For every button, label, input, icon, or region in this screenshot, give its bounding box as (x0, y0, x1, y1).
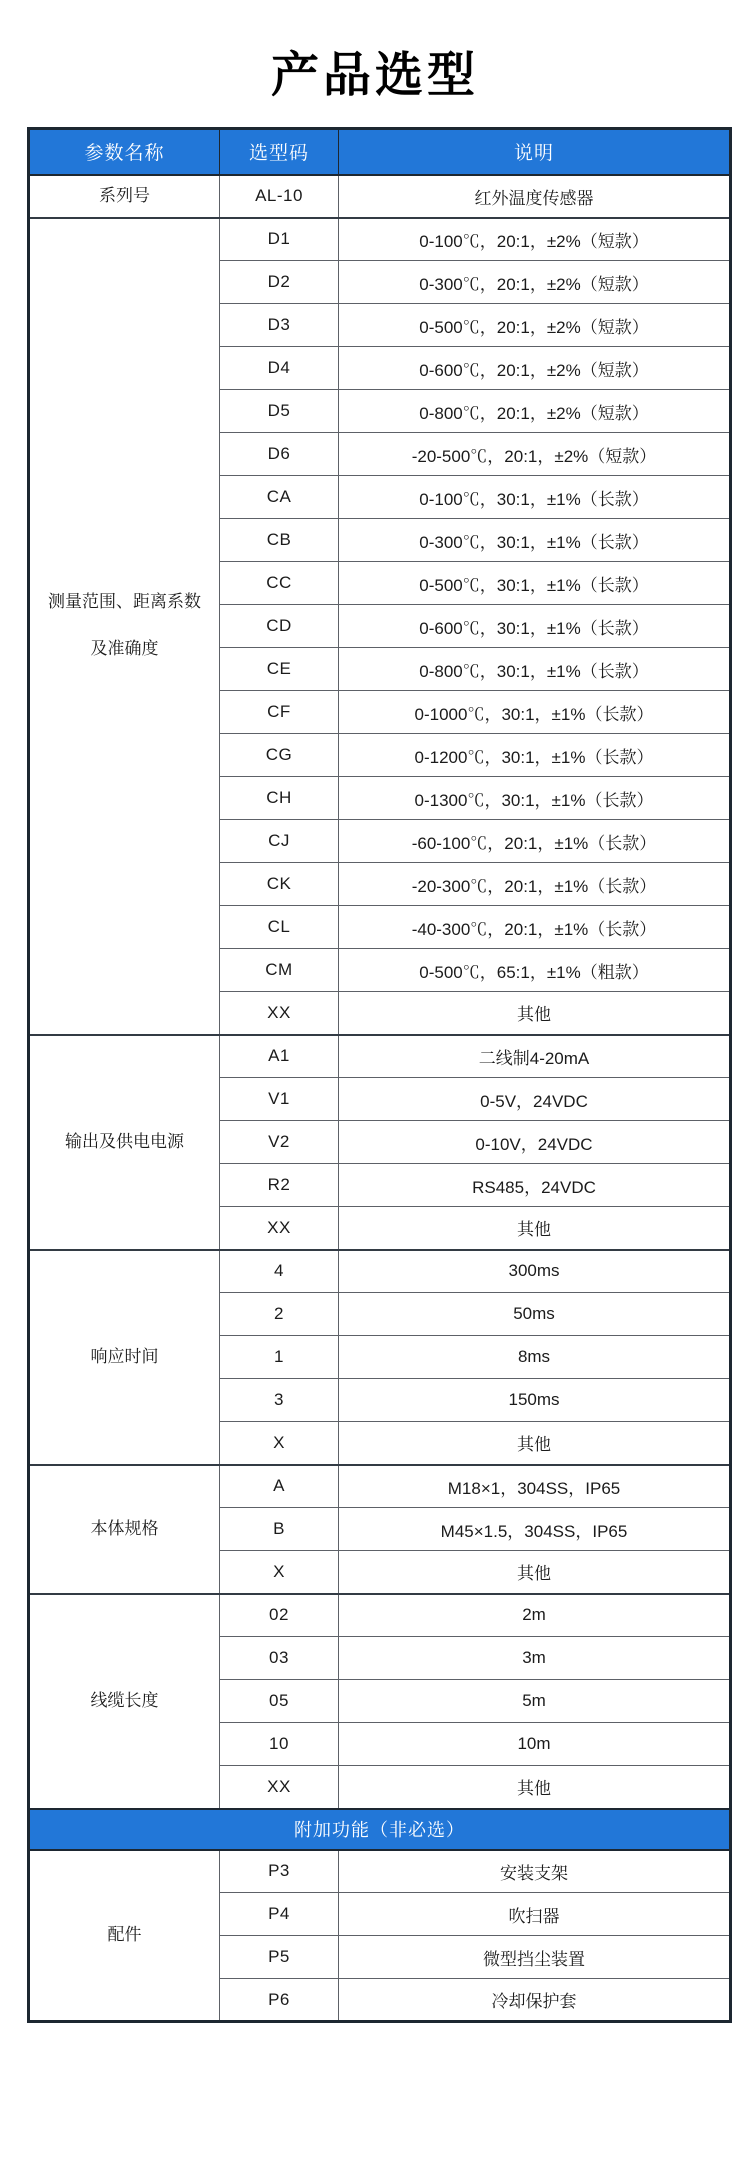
selection-code-cell: 02 (220, 1594, 339, 1637)
description-cell: -20-500℃，20:1，±2%（短款） (339, 433, 731, 476)
description-cell: RS485，24VDC (339, 1164, 731, 1207)
description-cell: 吹扫器 (339, 1893, 731, 1936)
description-cell: 其他 (339, 1207, 731, 1250)
table-row (29, 218, 731, 261)
selection-code-cell: CL (220, 906, 339, 949)
parameter-name-cell (29, 1850, 220, 2022)
selection-code-cell: P3 (220, 1850, 339, 1893)
selection-code-cell: CG (220, 734, 339, 777)
description-cell: 其他 (339, 992, 731, 1035)
selection-code-cell: D2 (220, 261, 339, 304)
description-cell: M18×1，304SS，IP65 (339, 1465, 731, 1508)
table-row (29, 1594, 731, 1637)
selection-code-cell: CF (220, 691, 339, 734)
parameter-name-cell (29, 218, 220, 1035)
description-cell: 安装支架 (339, 1850, 731, 1893)
description-cell: -40-300℃，20:1，±1%（长款） (339, 906, 731, 949)
selection-code-cell: AL-10 (220, 175, 339, 218)
col-header-description: 说明 (339, 129, 731, 175)
selection-code-cell: CM (220, 949, 339, 992)
description-cell: 8ms (339, 1336, 731, 1379)
selection-code-cell: P6 (220, 1979, 339, 2022)
description-cell: 0-1200℃，30:1，±1%（长款） (339, 734, 731, 777)
description-cell: 10m (339, 1723, 731, 1766)
selection-code-cell: P4 (220, 1893, 339, 1936)
selection-code-cell: X (220, 1422, 339, 1465)
description-cell: 150ms (339, 1379, 731, 1422)
description-cell: 0-10V，24VDC (339, 1121, 731, 1164)
col-header-parameter-name: 参数名称 (29, 129, 220, 175)
selection-code-cell: XX (220, 1207, 339, 1250)
parameter-name-line: 测量范围、距离系数 (48, 592, 201, 612)
selection-code-cell: A (220, 1465, 339, 1508)
table-body (29, 175, 731, 2022)
parameter-name-line: 系列号 (99, 185, 150, 205)
description-cell: -60-100℃，20:1，±1%（长款） (339, 820, 731, 863)
description-cell: 0-100℃，30:1，±1%（长款） (339, 476, 731, 519)
description-cell: 300ms (339, 1250, 731, 1293)
description-cell: 0-500℃，20:1，±2%（短款） (339, 304, 731, 347)
description-cell: 0-300℃，30:1，±1%（长款） (339, 519, 731, 562)
parameter-name-cell (29, 1035, 220, 1250)
selection-code-cell: R2 (220, 1164, 339, 1207)
description-cell: 0-800℃，20:1，±2%（短款） (339, 390, 731, 433)
description-cell: 0-600℃，30:1，±1%（长款） (339, 605, 731, 648)
product-selection-table (27, 127, 732, 2023)
description-cell: 红外温度传感器 (339, 175, 731, 218)
description-cell: M45×1.5，304SS，IP65 (339, 1508, 731, 1551)
page-title: 产品选型 (270, 49, 479, 102)
table-row (29, 1250, 731, 1293)
selection-code-cell: CA (220, 476, 339, 519)
header-row (29, 129, 731, 175)
table-row (29, 175, 731, 218)
parameter-name-line: 线缆长度 (90, 1690, 159, 1710)
parameter-name-cell (29, 1250, 220, 1465)
selection-code-cell: CH (220, 777, 339, 820)
col-header-selection-code: 选型码 (220, 129, 339, 175)
table-row (29, 1035, 731, 1078)
description-cell: 0-300℃，20:1，±2%（短款） (339, 261, 731, 304)
description-cell: 0-500℃，65:1，±1%（粗款） (339, 949, 731, 992)
parameter-name-line: 配件 (107, 1924, 142, 1944)
parameter-name-line: 及准确度 (90, 639, 159, 658)
description-cell: 5m (339, 1680, 731, 1723)
selection-code-cell: CK (220, 863, 339, 906)
selection-code-cell: D4 (220, 347, 339, 390)
selection-code-cell: XX (220, 992, 339, 1035)
selection-code-cell: D1 (220, 218, 339, 261)
table-row (29, 1850, 731, 1893)
description-cell: 2m (339, 1594, 731, 1637)
selection-code-cell: D5 (220, 390, 339, 433)
additional-functions-banner-label: 附加功能（非必选） (29, 1809, 731, 1850)
selection-code-cell: CD (220, 605, 339, 648)
description-cell: 0-1000℃，30:1，±1%（长款） (339, 691, 731, 734)
description-cell: 0-100℃，20:1，±2%（短款） (339, 218, 731, 261)
description-cell: 50ms (339, 1293, 731, 1336)
selection-code-cell: XX (220, 1766, 339, 1809)
table-row (29, 1465, 731, 1508)
description-cell: 0-600℃，20:1，±2%（短款） (339, 347, 731, 390)
description-cell: 0-500℃，30:1，±1%（长款） (339, 562, 731, 605)
description-cell: 其他 (339, 1551, 731, 1594)
parameter-name-line: 本体规格 (90, 1518, 159, 1538)
parameter-name-cell (29, 1594, 220, 1809)
description-cell: 二线制4-20mA (339, 1035, 731, 1078)
selection-code-cell: 1 (220, 1336, 339, 1379)
selection-code-cell: CC (220, 562, 339, 605)
description-cell: 冷却保护套 (339, 1979, 731, 2022)
selection-code-cell: CE (220, 648, 339, 691)
parameter-name-cell (29, 175, 220, 218)
selection-code-cell: B (220, 1508, 339, 1551)
description-cell: 其他 (339, 1422, 731, 1465)
parameter-name-line: 输出及供电电源 (65, 1131, 184, 1151)
parameter-name-cell (29, 1465, 220, 1594)
selection-code-cell: D3 (220, 304, 339, 347)
selection-code-cell: 3 (220, 1379, 339, 1422)
description-cell: 0-5V，24VDC (339, 1078, 731, 1121)
description-cell: 0-1300℃，30:1，±1%（长款） (339, 777, 731, 820)
table-header (29, 129, 731, 175)
selection-code-cell: 4 (220, 1250, 339, 1293)
selection-code-cell: CJ (220, 820, 339, 863)
selection-code-cell: 2 (220, 1293, 339, 1336)
selection-code-cell: V1 (220, 1078, 339, 1121)
selection-code-cell: X (220, 1551, 339, 1594)
selection-code-cell: 05 (220, 1680, 339, 1723)
description-cell: 微型挡尘装置 (339, 1936, 731, 1979)
description-cell: 其他 (339, 1766, 731, 1809)
selection-code-cell: 03 (220, 1637, 339, 1680)
selection-code-cell: CB (220, 519, 339, 562)
parameter-name-line: 响应时间 (90, 1346, 159, 1366)
description-cell: 0-800℃，30:1，±1%（长款） (339, 648, 731, 691)
selection-code-cell: D6 (220, 433, 339, 476)
selection-code-cell: 10 (220, 1723, 339, 1766)
description-cell: 3m (339, 1637, 731, 1680)
selection-code-cell: A1 (220, 1035, 339, 1078)
selection-code-cell: P5 (220, 1936, 339, 1979)
additional-functions-banner-row (29, 1809, 731, 1850)
selection-code-cell: V2 (220, 1121, 339, 1164)
description-cell: -20-300℃，20:1，±1%（长款） (339, 863, 731, 906)
